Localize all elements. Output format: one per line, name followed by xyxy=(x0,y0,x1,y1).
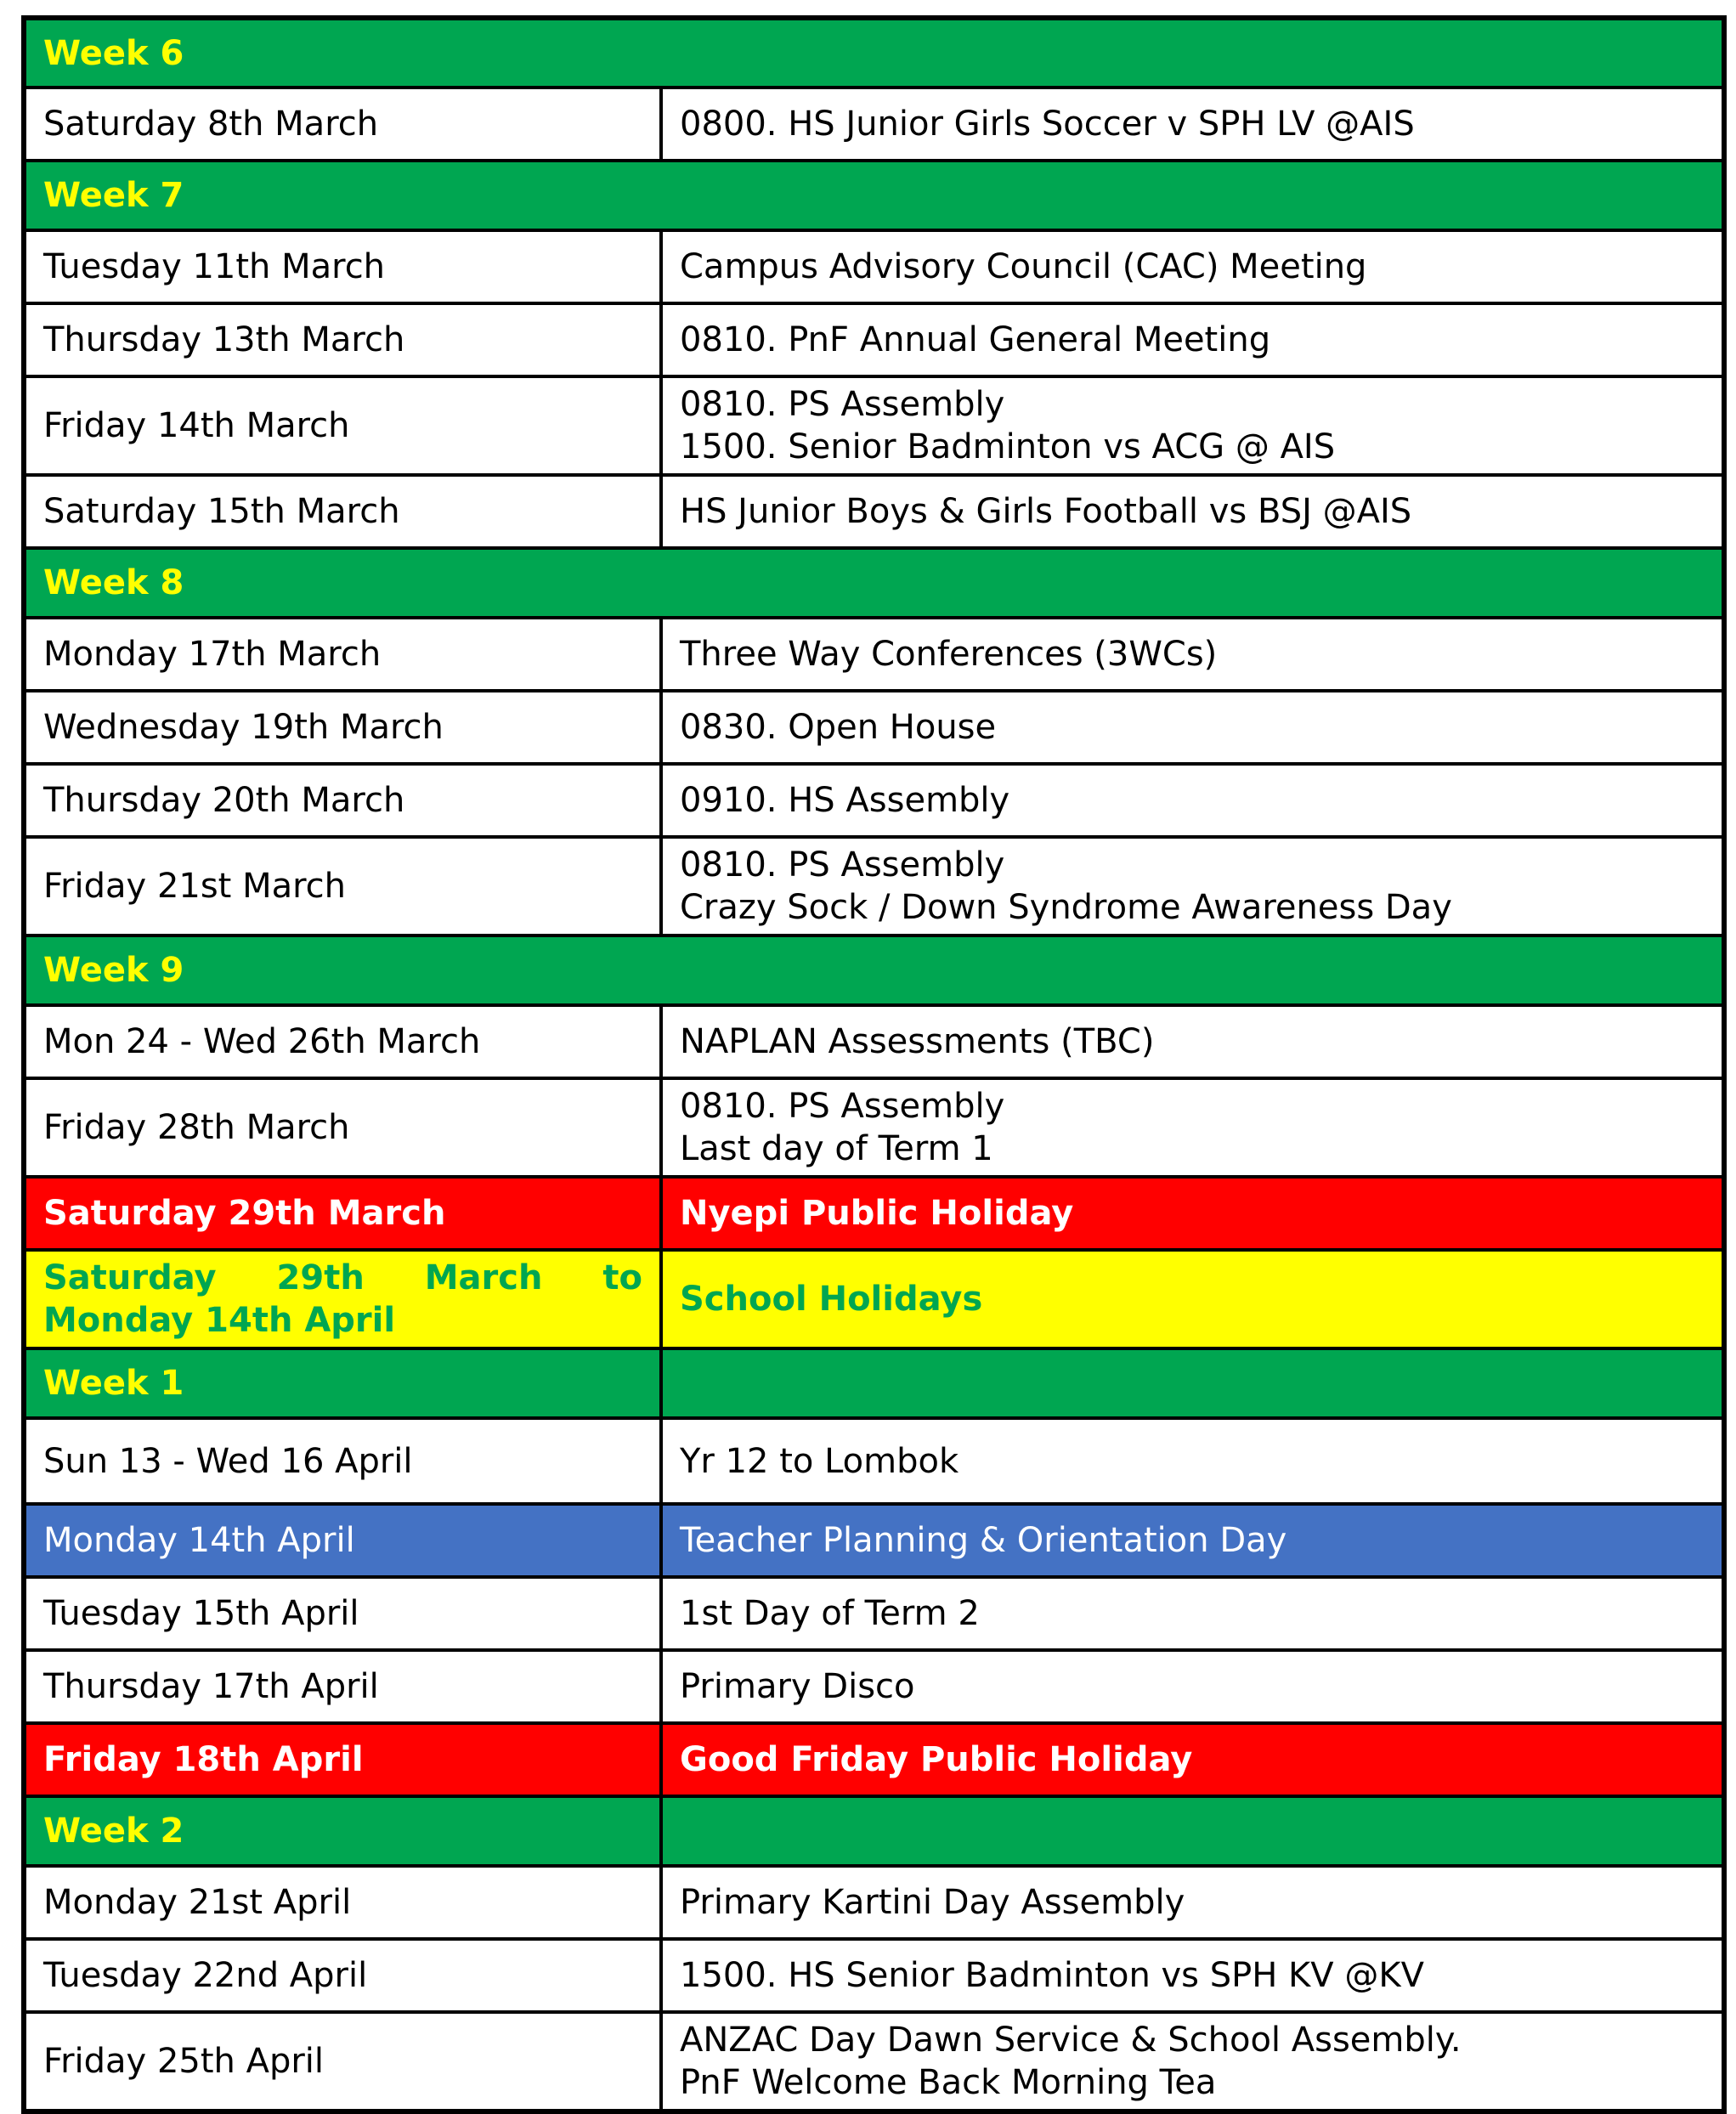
calendar-row xyxy=(24,618,1724,691)
date-cell xyxy=(24,303,661,376)
event-cell xyxy=(661,475,1724,548)
event-text: 0910. HS Assembly xyxy=(680,781,1010,820)
date-label: Monday 17th March xyxy=(43,635,382,674)
calendar-row xyxy=(24,1577,1724,1650)
event-text: 0810. PS Assembly xyxy=(680,385,1005,424)
date-label: Friday 21st March xyxy=(43,867,347,906)
date-label: Mon 24 - Wed 26th March xyxy=(43,1022,481,1061)
event-cell xyxy=(661,1177,1724,1250)
event-text: Primary Disco xyxy=(680,1667,915,1706)
date-label: Thursday 20th March xyxy=(43,781,405,820)
date-cell xyxy=(24,376,661,475)
event-cell xyxy=(661,618,1724,691)
week-header-row xyxy=(24,935,1724,1005)
date-cell xyxy=(24,2012,661,2111)
calendar-row xyxy=(24,1504,1724,1577)
calendar-row xyxy=(24,475,1724,548)
date-range-line: Monday 14th April xyxy=(43,1301,396,1340)
calendar-row xyxy=(24,1078,1724,1177)
date-cell xyxy=(24,1650,661,1723)
date-cell xyxy=(24,1418,661,1504)
date-cell xyxy=(24,1177,661,1250)
date-cell xyxy=(24,1723,661,1796)
week-header-row xyxy=(24,161,1724,230)
event-cell xyxy=(661,1866,1724,1939)
date-cell xyxy=(24,1250,661,1348)
event-cell xyxy=(661,837,1724,935)
date-label: Monday 14th April xyxy=(43,1521,355,1560)
calendar-table xyxy=(21,15,1727,2114)
week-label-cell xyxy=(24,161,1724,230)
event-text: 0810. PS Assembly xyxy=(680,845,1005,885)
event-text: NAPLAN Assessments (TBC) xyxy=(680,1022,1155,1061)
date-cell xyxy=(24,1005,661,1078)
week-empty-cell xyxy=(661,1796,1724,1866)
event-text: 0810. PnF Annual General Meeting xyxy=(680,320,1271,359)
date-label: Saturday 15th March xyxy=(43,492,400,531)
week-label: Week 8 xyxy=(43,563,184,602)
event-cell xyxy=(661,1418,1724,1504)
date-cell xyxy=(24,1939,661,2012)
event-text: Primary Kartini Day Assembly xyxy=(680,1883,1185,1922)
event-text: 1500. Senior Badminton vs ACG @ AIS xyxy=(680,427,1336,466)
week-label: Week 6 xyxy=(43,33,184,73)
event-cell xyxy=(661,1723,1724,1796)
date-cell xyxy=(24,1577,661,1650)
week-label: Week 1 xyxy=(43,1364,184,1403)
event-cell xyxy=(661,1939,1724,2012)
event-cell xyxy=(661,376,1724,475)
event-text: 0810. PS Assembly xyxy=(680,1087,1005,1126)
event-cell xyxy=(661,230,1724,303)
date-label: Tuesday 11th March xyxy=(43,247,386,286)
event-text: 1st Day of Term 2 xyxy=(680,1594,980,1633)
date-cell xyxy=(24,475,661,548)
calendar-row xyxy=(24,764,1724,837)
event-text: 0800. HS Junior Girls Soccer v SPH LV @AIS xyxy=(680,105,1415,144)
date-label: Wednesday 19th March xyxy=(43,708,444,747)
calendar-row xyxy=(24,691,1724,764)
week-empty-cell xyxy=(661,1348,1724,1418)
date-label: Monday 21st April xyxy=(43,1883,352,1922)
date-cell xyxy=(24,764,661,837)
event-text: Three Way Conferences (3WCs) xyxy=(680,635,1218,674)
event-text: Good Friday Public Holiday xyxy=(680,1740,1193,1779)
date-label: Friday 28th March xyxy=(43,1108,350,1147)
calendar-row xyxy=(24,1650,1724,1723)
week-header-row xyxy=(24,1796,1724,1866)
event-cell xyxy=(661,1577,1724,1650)
calendar-row xyxy=(24,1723,1724,1796)
event-cell xyxy=(661,1504,1724,1577)
calendar-row xyxy=(24,1005,1724,1078)
calendar-row xyxy=(24,837,1724,935)
event-cell xyxy=(661,1005,1724,1078)
week-label-cell xyxy=(24,1796,661,1866)
date-label: Friday 14th March xyxy=(43,406,350,445)
date-cell xyxy=(24,1866,661,1939)
date-range-line: Saturday 29th March to xyxy=(43,1258,642,1297)
event-cell xyxy=(661,1250,1724,1348)
calendar-row xyxy=(24,376,1724,475)
event-cell xyxy=(661,1078,1724,1177)
date-label: Tuesday 15th April xyxy=(43,1594,359,1633)
calendar-row xyxy=(24,2012,1724,2111)
event-cell xyxy=(661,691,1724,764)
date-label: Saturday 8th March xyxy=(43,105,379,144)
calendar-row xyxy=(24,1866,1724,1939)
week-label: Week 7 xyxy=(43,176,184,215)
week-label-cell xyxy=(24,18,1724,88)
date-cell xyxy=(24,1078,661,1177)
week-header-row xyxy=(24,548,1724,618)
date-cell xyxy=(24,230,661,303)
week-label: Week 2 xyxy=(43,1812,184,1851)
date-label: Friday 25th April xyxy=(43,2042,325,2081)
event-text: PnF Welcome Back Morning Tea xyxy=(680,2063,1217,2102)
event-cell xyxy=(661,1650,1724,1723)
week-header-row xyxy=(24,1348,1724,1418)
date-label: Friday 18th April xyxy=(43,1740,364,1779)
event-text: Campus Advisory Council (CAC) Meeting xyxy=(680,247,1367,286)
date-label: Sun 13 - Wed 16 April xyxy=(43,1441,413,1481)
week-label-cell xyxy=(24,1348,661,1418)
date-cell xyxy=(24,88,661,161)
calendar-row xyxy=(24,1939,1724,2012)
event-cell xyxy=(661,2012,1724,2111)
event-text: Yr 12 to Lombok xyxy=(680,1441,959,1481)
calendar-row xyxy=(24,1177,1724,1250)
week-label-cell xyxy=(24,548,1724,618)
event-text: Last day of Term 1 xyxy=(680,1129,993,1168)
event-cell xyxy=(661,764,1724,837)
date-cell xyxy=(24,691,661,764)
calendar-row xyxy=(24,1250,1724,1348)
event-text: Crazy Sock / Down Syndrome Awareness Day xyxy=(680,888,1452,927)
event-text: 1500. HS Senior Badminton vs SPH KV @KV xyxy=(680,1956,1424,1995)
calendar-row xyxy=(24,88,1724,161)
event-text: HS Junior Boys & Girls Football vs BSJ @AIS xyxy=(680,492,1412,531)
date-label: Saturday 29th March xyxy=(43,1194,446,1233)
event-text: School Holidays xyxy=(680,1280,983,1319)
week-label: Week 9 xyxy=(43,951,184,990)
event-cell xyxy=(661,88,1724,161)
event-text: Nyepi Public Holiday xyxy=(680,1194,1074,1233)
week-label-cell xyxy=(24,935,1724,1005)
event-text: 0830. Open House xyxy=(680,708,997,747)
calendar-row xyxy=(24,1418,1724,1504)
date-cell xyxy=(24,837,661,935)
event-text: ANZAC Day Dawn Service & School Assembly. xyxy=(680,2021,1462,2060)
date-cell xyxy=(24,1504,661,1577)
date-label: Tuesday 22nd April xyxy=(43,1956,368,1995)
calendar-row xyxy=(24,230,1724,303)
date-cell xyxy=(24,618,661,691)
week-header-row xyxy=(24,18,1724,88)
date-label: Thursday 13th March xyxy=(43,320,405,359)
calendar-row xyxy=(24,303,1724,376)
date-label: Thursday 17th April xyxy=(43,1667,379,1706)
event-cell xyxy=(661,303,1724,376)
calendar-body xyxy=(24,18,1724,2111)
event-text: Teacher Planning & Orientation Day xyxy=(680,1521,1287,1560)
